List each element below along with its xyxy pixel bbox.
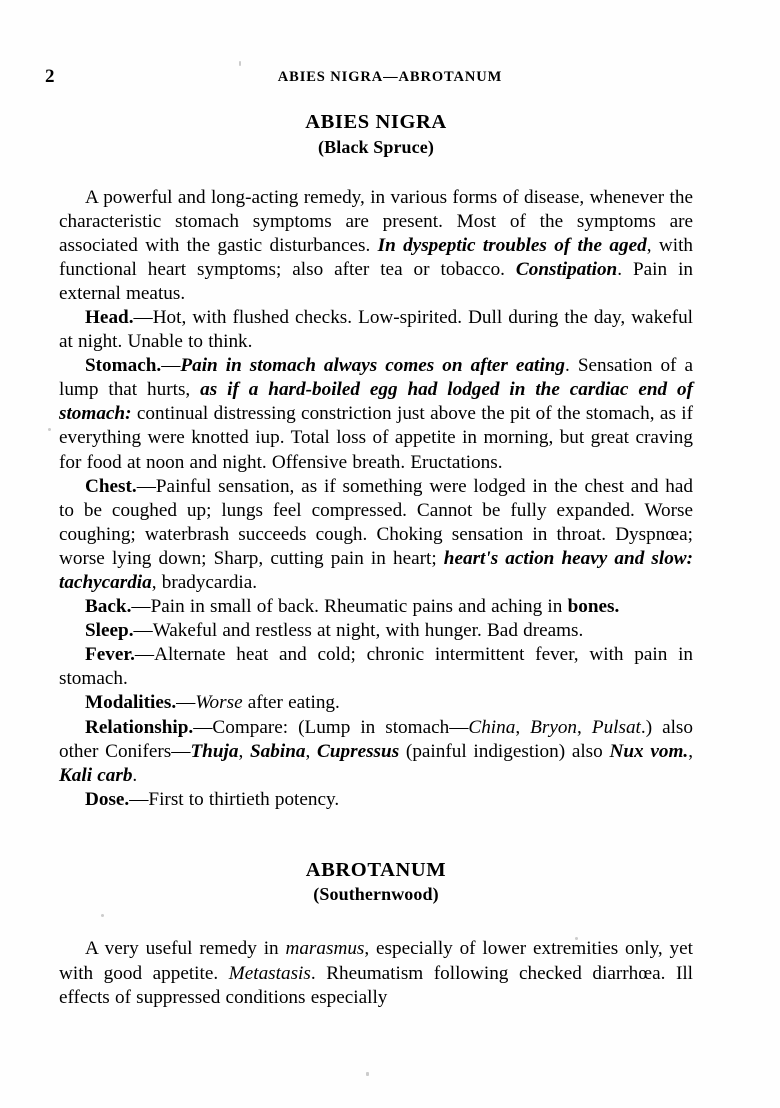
run-text: , bbox=[577, 716, 592, 738]
rubric-label: Sleep. bbox=[85, 620, 134, 642]
rubric-label: Stomach. bbox=[85, 355, 162, 377]
run-text-emphasis: as if a hard-boiled egg had lodged in the cardiac end of stomach: bbox=[59, 379, 693, 425]
run-text-emphasis: Pain in stomach always comes on after eating bbox=[180, 355, 565, 377]
run-text-emphasis: bones. bbox=[567, 596, 620, 618]
rubric-label: Modalities. bbox=[85, 692, 177, 714]
run-text-emphasis: Kali carb bbox=[59, 764, 133, 786]
run-text: , bradycardia. bbox=[151, 572, 258, 593]
run-text: — bbox=[176, 692, 196, 714]
scan-speck bbox=[366, 1072, 369, 1076]
run-text: —Pain in small of back. Rheumatic pains and aching in bbox=[131, 596, 568, 618]
run-text: , bbox=[238, 740, 251, 762]
run-text-emphasis: marasmus bbox=[285, 938, 365, 960]
scan-speck bbox=[239, 61, 241, 66]
run-text: , bbox=[515, 716, 531, 738]
run-text: —Compare: (Lump in stomach— bbox=[193, 716, 469, 738]
paragraph-modalities bbox=[59, 691, 693, 715]
run-text-emphasis: China bbox=[468, 716, 516, 738]
paragraph-relationship bbox=[59, 716, 693, 788]
run-text: , bbox=[688, 740, 694, 762]
run-text-emphasis: Nux vom. bbox=[609, 740, 689, 762]
run-text: —Alternate heat and cold; chronic intermittent fever, with pain in stomach. bbox=[59, 644, 693, 690]
scan-speck bbox=[48, 428, 51, 431]
rubric-label: Relationship. bbox=[85, 716, 194, 738]
run-text-emphasis: In dyspeptic troubles of the aged bbox=[377, 234, 647, 256]
run-text: .) also other Conifers— bbox=[59, 716, 693, 762]
rubric-label: Dose. bbox=[85, 788, 130, 810]
running-head-title: ABIES NIGRA—ABROTANUM bbox=[277, 69, 503, 85]
rubric-label: Head. bbox=[85, 306, 134, 328]
run-text: —Painful sensation, as if something were lodged in the chest and had to be coughed up; lungs feel compressed. Cannot be fully expanded. Worse coughing; waterbrash succeeds cough. Choking sensation in throat. Dyspnœa; worse lying down; Sharp, cutting pain in heart; bbox=[59, 475, 693, 569]
run-text: —Wakeful and restless at night, with hunger. Bad dreams. bbox=[133, 620, 584, 642]
run-text-emphasis: Metastasis bbox=[228, 962, 311, 984]
run-text-emphasis: Bryon bbox=[530, 716, 578, 738]
run-text-emphasis: Constipation bbox=[515, 258, 618, 280]
remedy-latin-name: ABROTANUM bbox=[305, 858, 447, 881]
run-text: after eating. bbox=[242, 692, 340, 714]
paragraph-head bbox=[59, 306, 693, 354]
run-text: A very useful remedy in bbox=[85, 938, 286, 960]
run-text: . bbox=[132, 764, 138, 786]
run-text-emphasis: heart's action heavy and slow: tachycardia bbox=[59, 547, 693, 593]
text-column bbox=[59, 112, 693, 1010]
run-text: —First to thirtieth potency. bbox=[129, 788, 340, 810]
run-text: A powerful and long-acting remedy, in various forms of disease, whenever the characteristic stomach symptoms are present. Most of the symptoms are associated with the gastic disturbances. bbox=[59, 186, 693, 256]
remedy-common-name: (Black Spruce) bbox=[318, 136, 434, 157]
run-text-emphasis: Worse bbox=[195, 692, 243, 714]
paragraph-sleep bbox=[59, 619, 693, 643]
paragraph-dose bbox=[59, 788, 693, 812]
run-text: , bbox=[305, 740, 318, 762]
remedy-latin-name: ABIES NIGRA bbox=[305, 111, 447, 133]
paragraph-abrotanum-intro bbox=[59, 937, 693, 1009]
run-text-emphasis: Sabina bbox=[250, 740, 306, 762]
run-text: . Sensation of a lump that hurts, bbox=[59, 355, 693, 401]
run-text-emphasis: Cupressus bbox=[317, 740, 400, 762]
run-text: . Pain in external meatus. bbox=[59, 258, 693, 304]
paragraph-stomach bbox=[59, 354, 693, 474]
run-text: , with functional heart symptoms; also after tea or tobacco. bbox=[59, 234, 693, 280]
run-text-emphasis: Pulsat bbox=[591, 716, 641, 738]
remedy-common-name: (Southernwood) bbox=[313, 884, 439, 905]
run-text: . Rheumatism following checked diarrhœa. Ill effects of suppressed conditions especially bbox=[59, 962, 694, 1008]
rubric-label: Chest. bbox=[85, 475, 137, 497]
run-text: —Hot, with flushed checks. Low-spirited. Dull during the day, wakeful at night. Unable to think. bbox=[59, 306, 693, 353]
paragraph-back bbox=[59, 595, 693, 619]
rubric-label: Fever. bbox=[85, 644, 135, 666]
run-text: (painful indigestion) also bbox=[399, 740, 610, 762]
run-text: continual distressing constriction just above the pit of the stomach, as if everything were knotted iup. Total loss of appetite in morning, but great craving for food at noon and night. Offensive breath. Eructations. bbox=[59, 403, 693, 473]
run-text: , especially of lower extremities only, yet with good appetite. bbox=[59, 938, 693, 984]
page-folio-number: 2 bbox=[45, 66, 55, 87]
paragraph-intro bbox=[59, 186, 693, 306]
remedy-heading-abrotanum bbox=[59, 860, 693, 904]
run-text-emphasis: Thuja bbox=[190, 740, 239, 762]
paragraph-fever bbox=[59, 643, 693, 691]
running-head bbox=[40, 66, 740, 90]
rubric-label: Back. bbox=[85, 596, 132, 618]
remedy-heading-abies-nigra bbox=[59, 112, 693, 156]
run-text: — bbox=[161, 355, 181, 377]
paragraph-chest bbox=[59, 475, 693, 595]
